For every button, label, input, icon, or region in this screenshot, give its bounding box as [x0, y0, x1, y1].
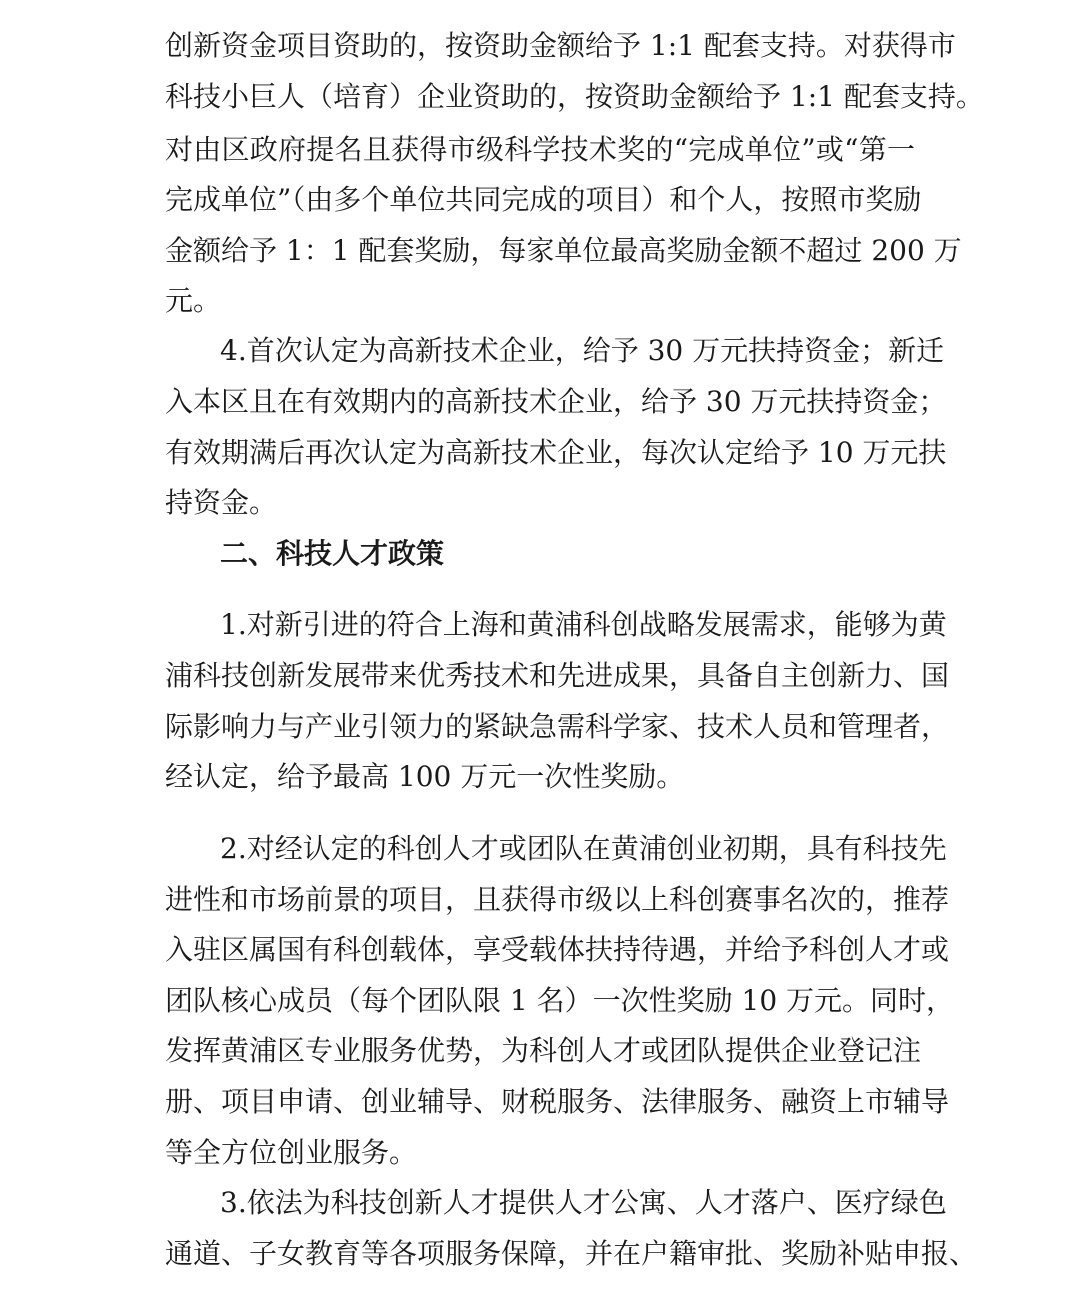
text-line: 科技小巨人（培育）企业资助的，按资助金额给予 1:1 配套支持。 [165, 80, 984, 113]
text-line: 入驻区属国有科创载体，享受载体扶持待遇，并给予科创人才或 [165, 933, 950, 966]
section-heading: 二、科技人才政策 [220, 537, 445, 570]
text-line: 金额给予 1：1 配套奖励，每家单位最高奖励金额不超过 200 万 [165, 234, 962, 267]
text-line: 发挥黄浦区专业服务优势，为科创人才或团队提供企业登记注 [165, 1034, 922, 1067]
text-line: 持资金。 [165, 486, 278, 519]
text-line: 元。 [165, 284, 222, 317]
text-line: 4.首次认定为高新技术企业，给予 30 万元扶持资金；新迁 [220, 334, 945, 367]
text-line: 经认定，给予最高 100 万元一次性奖励。 [165, 760, 685, 793]
text-line: 2.对经认定的科创人才或团队在黄浦创业初期，具有科技先 [220, 832, 947, 865]
text-line: 等全方位创业服务。 [165, 1136, 418, 1169]
text-line: 浦科技创新发展带来优秀技术和先进成果，具备自主创新力、国 [165, 659, 950, 692]
text-line: 1.对新引进的符合上海和黄浦科创战略发展需求，能够为黄 [220, 608, 947, 641]
text-line: 通道、子女教育等各项服务保障，并在户籍审批、奖励补贴申报、 [165, 1237, 978, 1270]
text-line: 团队核心成员（每个团队限 1 名）一次性奖励 10 万元。同时， [165, 984, 955, 1017]
text-line: 创新资金项目资助的，按资助金额给予 1:1 配套支持。对获得市 [165, 29, 956, 62]
text-line: 进性和市场前景的项目，且获得市级以上科创赛事名次的，推荐 [165, 883, 950, 916]
text-line: 册、项目申请、创业辅导、财税服务、法律服务、融资上市辅导 [165, 1085, 950, 1118]
text-line: 际影响力与产业引领力的紧缺急需科学家、技术人员和管理者， [165, 710, 950, 743]
text-line: 完成单位”（由多个单位共同完成的项目）和个人，按照市奖励 [165, 183, 922, 216]
text-line: 3.依法为科技创新人才提供人才公寓、人才落户、医疗绿色 [220, 1186, 947, 1219]
text-line: 对由区政府提名且获得市级科学技术奖的“完成单位”或“第一 [165, 133, 915, 166]
text-line: 有效期满后再次认定为高新技术企业，每次认定给予 10 万元扶 [165, 436, 947, 469]
text-line: 入本区且在有效期内的高新技术企业，给予 30 万元扶持资金； [165, 385, 947, 418]
